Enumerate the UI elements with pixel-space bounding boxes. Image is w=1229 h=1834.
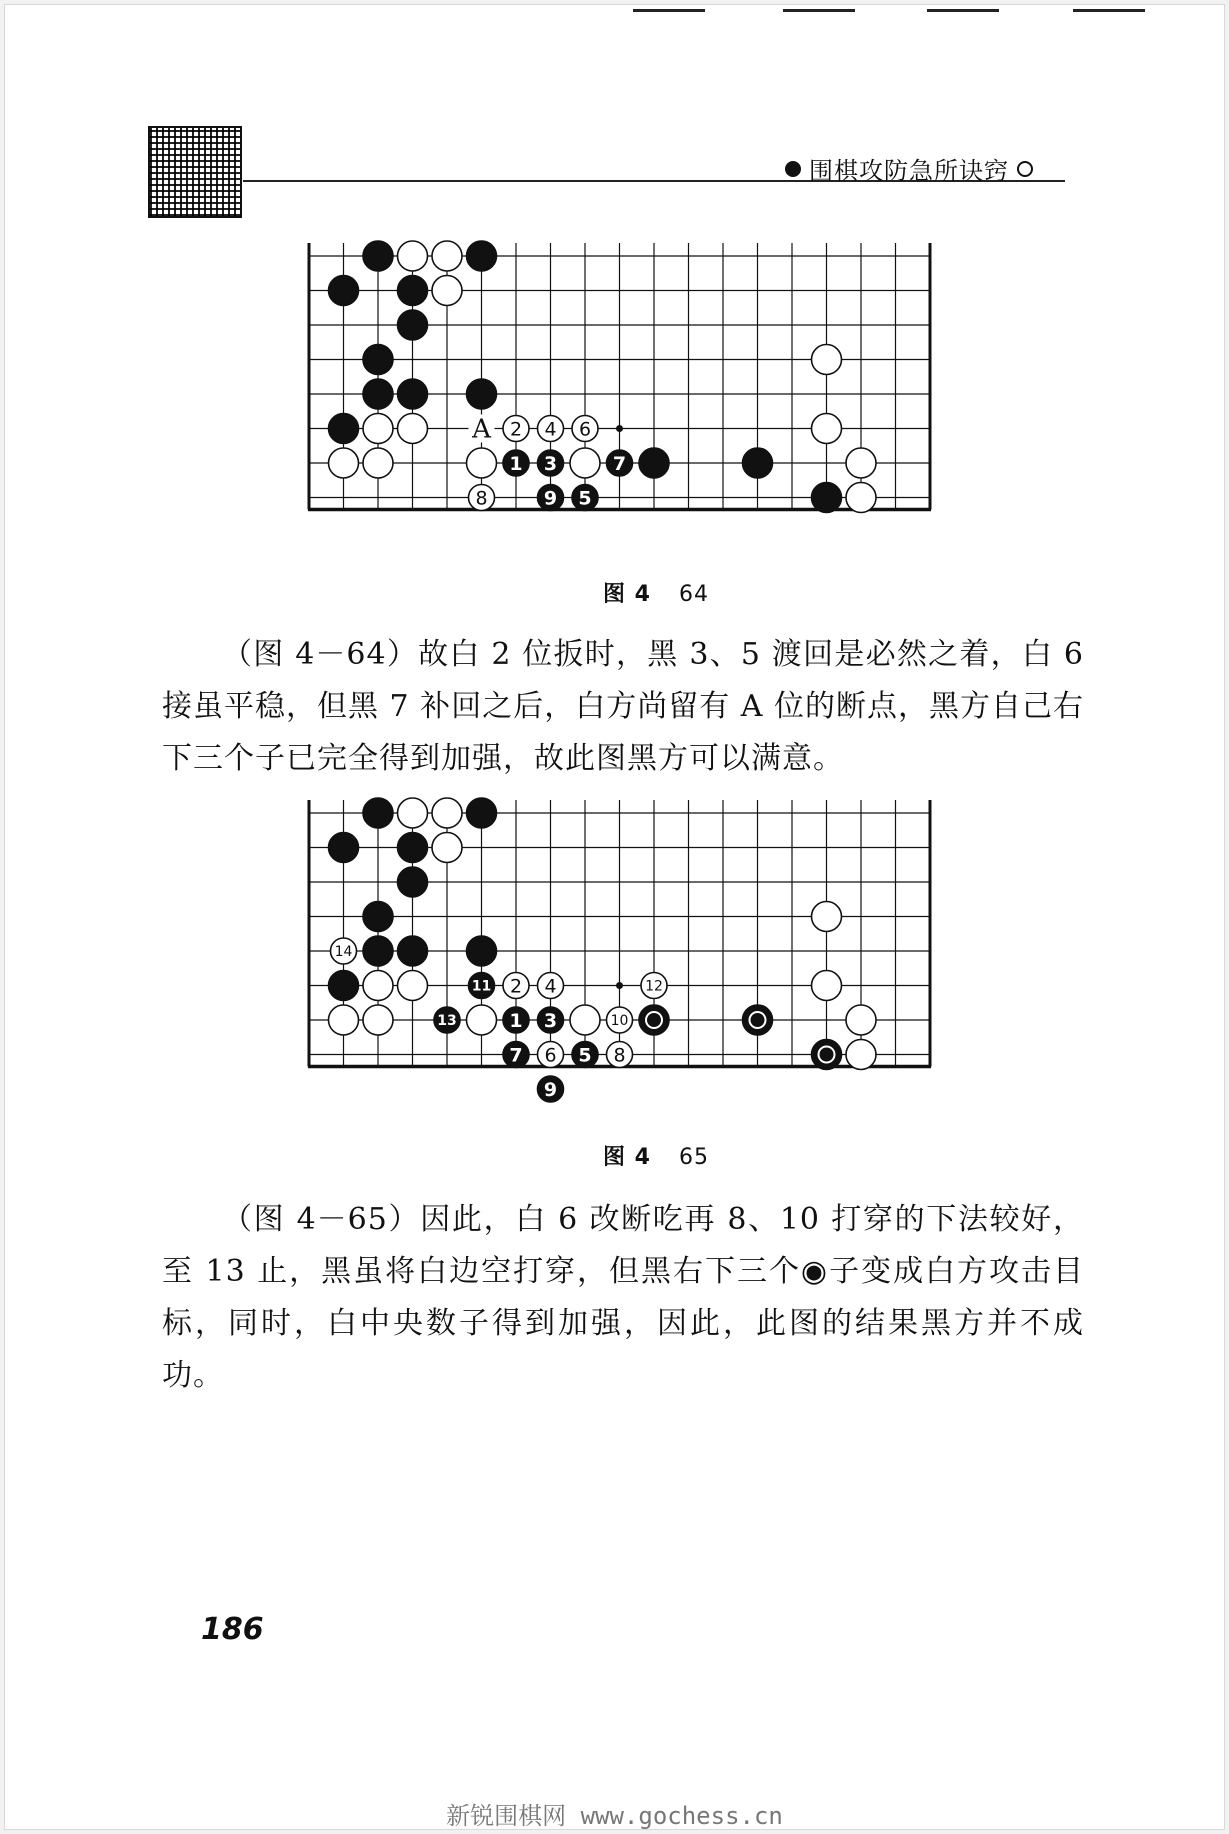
move-number: 2 xyxy=(509,975,523,998)
black-stone xyxy=(363,241,393,271)
header-title: 围棋攻防急所诀窍 xyxy=(809,157,1009,185)
white-stone xyxy=(329,1005,359,1035)
stone-disc xyxy=(570,1005,600,1035)
stone-disc xyxy=(432,276,462,306)
stone-disc xyxy=(639,1005,669,1035)
black-stone xyxy=(572,1042,598,1068)
stone-disc xyxy=(467,936,497,966)
star-point xyxy=(616,982,623,989)
paragraph-4-64 xyxy=(162,629,1084,785)
caption-prefix: 图 4 xyxy=(603,1145,651,1170)
stone-disc xyxy=(467,1005,497,1035)
black-stone xyxy=(743,1005,773,1035)
stone-disc xyxy=(398,936,428,966)
white-stone xyxy=(570,1005,600,1035)
black-stone xyxy=(467,798,497,828)
white-stone xyxy=(398,241,428,271)
black-stone xyxy=(467,241,497,271)
black-stone xyxy=(363,936,393,966)
site-watermark: 新锐围棋网 www.gochess.cn xyxy=(446,1802,783,1830)
white-stone xyxy=(570,448,600,478)
figure-caption xyxy=(536,1140,776,1171)
black-stone xyxy=(398,379,428,409)
stone-disc xyxy=(398,414,428,444)
stone-disc xyxy=(398,379,428,409)
move-number: 9 xyxy=(543,487,558,510)
black-stone xyxy=(812,1040,842,1070)
stone-disc xyxy=(846,1005,876,1035)
running-header xyxy=(785,151,1033,186)
black-stone xyxy=(812,483,842,513)
board-svg xyxy=(306,800,938,1130)
stone-disc xyxy=(363,448,393,478)
black-stone xyxy=(329,833,359,863)
move-number: 8 xyxy=(475,487,488,510)
stone-disc xyxy=(812,483,842,513)
move-number: 3 xyxy=(543,452,558,475)
stone-disc xyxy=(570,448,600,478)
white-stone xyxy=(398,798,428,828)
white-stone xyxy=(432,798,462,828)
move-number: 1 xyxy=(509,1009,523,1032)
white-stone xyxy=(607,1007,633,1033)
black-stone xyxy=(398,310,428,340)
stone-disc xyxy=(398,241,428,271)
black-stone xyxy=(398,833,428,863)
black-stone xyxy=(538,1076,564,1102)
stone-disc xyxy=(363,345,393,375)
black-stone xyxy=(469,973,495,999)
move-number: 5 xyxy=(578,1044,592,1067)
stone-disc xyxy=(812,345,842,375)
white-stone xyxy=(846,483,876,513)
white-stone xyxy=(398,971,428,1001)
stone-disc xyxy=(363,414,393,444)
stone-disc xyxy=(363,936,393,966)
black-stone xyxy=(538,485,564,511)
move-number: 9 xyxy=(543,1078,558,1101)
stone-disc xyxy=(398,276,428,306)
move-number: 10 xyxy=(610,1013,629,1030)
black-stone xyxy=(743,448,773,478)
white-stone xyxy=(363,971,393,1001)
stone-disc xyxy=(329,276,359,306)
go-diagram-4-64 xyxy=(306,243,938,543)
white-stone xyxy=(812,902,842,932)
black-stone xyxy=(467,936,497,966)
move-number: 3 xyxy=(543,1009,558,1032)
paragraph-4-65 xyxy=(162,1194,1084,1402)
move-number: 4 xyxy=(544,975,557,998)
move-number: 7 xyxy=(509,1044,523,1067)
stone-disc xyxy=(398,310,428,340)
black-stone xyxy=(398,867,428,897)
stone-disc xyxy=(363,1005,393,1035)
move-number: 12 xyxy=(645,978,663,995)
stone-disc xyxy=(363,379,393,409)
stone-disc xyxy=(398,833,428,863)
white-stone xyxy=(398,414,428,444)
white-stone xyxy=(503,973,529,999)
figure-caption xyxy=(536,577,776,608)
move-number: 14 xyxy=(334,944,353,961)
stone-disc xyxy=(329,971,359,1001)
board-svg xyxy=(306,243,938,543)
black-stone xyxy=(398,276,428,306)
white-stone-icon xyxy=(1017,161,1033,177)
black-stone xyxy=(607,450,633,476)
stone-disc xyxy=(467,798,497,828)
white-stone xyxy=(503,416,529,442)
move-number: 6 xyxy=(544,1044,557,1067)
stone-disc xyxy=(363,798,393,828)
white-stone xyxy=(331,938,357,964)
black-stone xyxy=(503,1042,529,1068)
white-stone xyxy=(329,448,359,478)
black-stone xyxy=(538,450,564,476)
white-stone xyxy=(432,276,462,306)
white-stone xyxy=(812,971,842,1001)
caption-number: 65 xyxy=(678,1145,709,1170)
stone-disc xyxy=(639,448,669,478)
black-stone xyxy=(363,345,393,375)
stone-disc xyxy=(846,1040,876,1070)
stone-disc xyxy=(398,867,428,897)
black-stone xyxy=(398,936,428,966)
black-stone xyxy=(639,448,669,478)
black-stone xyxy=(363,902,393,932)
stone-disc xyxy=(467,241,497,271)
move-number: 4 xyxy=(544,418,557,441)
white-stone xyxy=(432,241,462,271)
move-number: 1 xyxy=(509,452,523,475)
move-number: 13 xyxy=(437,1013,457,1030)
scan-artifact xyxy=(927,9,999,12)
stone-disc xyxy=(432,833,462,863)
stone-disc xyxy=(812,414,842,444)
white-stone xyxy=(467,1005,497,1035)
paragraph-text: （图 4－64）故白 2 位扳时，黑 3、5 渡回是必然之着，白 6 接虽平稳，但黑 7 补回之后，白方尚留有 A 位的断点，黑方自己右下三个子已完全得到加强，故此图黑方可以满意。 xyxy=(162,637,1084,776)
white-stone xyxy=(363,1005,393,1035)
caption-number: 64 xyxy=(678,582,709,607)
white-stone xyxy=(363,414,393,444)
white-stone xyxy=(846,1005,876,1035)
black-stone xyxy=(434,1007,460,1033)
white-stone xyxy=(812,345,842,375)
black-stone xyxy=(329,971,359,1001)
paragraph-text: （图 4－65）因此，白 6 改断吃再 8、10 打穿的下法较好，至 13 止，黑虽将白边空打穿，但黑右下三个◉子变成白方攻击目标，同时，白中央数子得到加强，因此，此图的结果黑方并不成功。 xyxy=(162,1202,1084,1393)
white-stone xyxy=(572,416,598,442)
go-board-emblem-icon xyxy=(148,126,242,218)
white-stone xyxy=(432,833,462,863)
page-number: 186 xyxy=(201,1612,264,1647)
black-stone xyxy=(329,414,359,444)
black-stone xyxy=(467,379,497,409)
scan-artifact xyxy=(633,9,705,12)
stone-disc xyxy=(432,798,462,828)
stone-disc xyxy=(846,483,876,513)
stone-disc xyxy=(467,448,497,478)
move-number: 6 xyxy=(578,418,592,441)
white-stone xyxy=(607,1042,633,1068)
stone-disc xyxy=(467,379,497,409)
move-number: 11 xyxy=(471,978,492,995)
white-stone xyxy=(538,1042,564,1068)
white-stone xyxy=(363,448,393,478)
scan-artifact xyxy=(783,9,855,12)
stone-disc xyxy=(432,241,462,271)
black-stone xyxy=(503,450,529,476)
stone-disc xyxy=(329,414,359,444)
white-stone xyxy=(469,485,495,511)
black-stone xyxy=(363,798,393,828)
stone-disc xyxy=(398,798,428,828)
white-stone xyxy=(467,448,497,478)
move-number: 8 xyxy=(613,1044,626,1067)
stone-disc xyxy=(398,971,428,1001)
stone-disc xyxy=(743,1005,773,1035)
white-stone xyxy=(846,448,876,478)
black-stone xyxy=(639,1005,669,1035)
stone-disc xyxy=(363,971,393,1001)
stone-disc xyxy=(363,902,393,932)
move-number: 7 xyxy=(612,452,627,475)
scan-artifact xyxy=(1073,9,1145,12)
black-stone xyxy=(538,1007,564,1033)
stone-disc xyxy=(329,448,359,478)
black-stone xyxy=(572,485,598,511)
caption-prefix: 图 4 xyxy=(603,582,651,607)
white-stone xyxy=(846,1040,876,1070)
stone-disc xyxy=(846,448,876,478)
stone-disc xyxy=(363,241,393,271)
stone-disc xyxy=(329,833,359,863)
stone-disc xyxy=(812,902,842,932)
move-number: 5 xyxy=(578,487,592,510)
go-diagram-4-65 xyxy=(306,800,938,1130)
stone-disc xyxy=(329,1005,359,1035)
white-stone xyxy=(538,973,564,999)
white-stone xyxy=(641,973,667,999)
black-stone-icon xyxy=(785,161,801,177)
point-letter: A xyxy=(472,414,491,445)
stone-disc xyxy=(743,448,773,478)
white-stone xyxy=(812,414,842,444)
black-stone xyxy=(329,276,359,306)
black-stone xyxy=(503,1007,529,1033)
stone-disc xyxy=(812,971,842,1001)
white-stone xyxy=(538,416,564,442)
stone-disc xyxy=(812,1040,842,1070)
star-point xyxy=(616,425,623,432)
move-number: 2 xyxy=(509,418,523,441)
black-stone xyxy=(363,379,393,409)
